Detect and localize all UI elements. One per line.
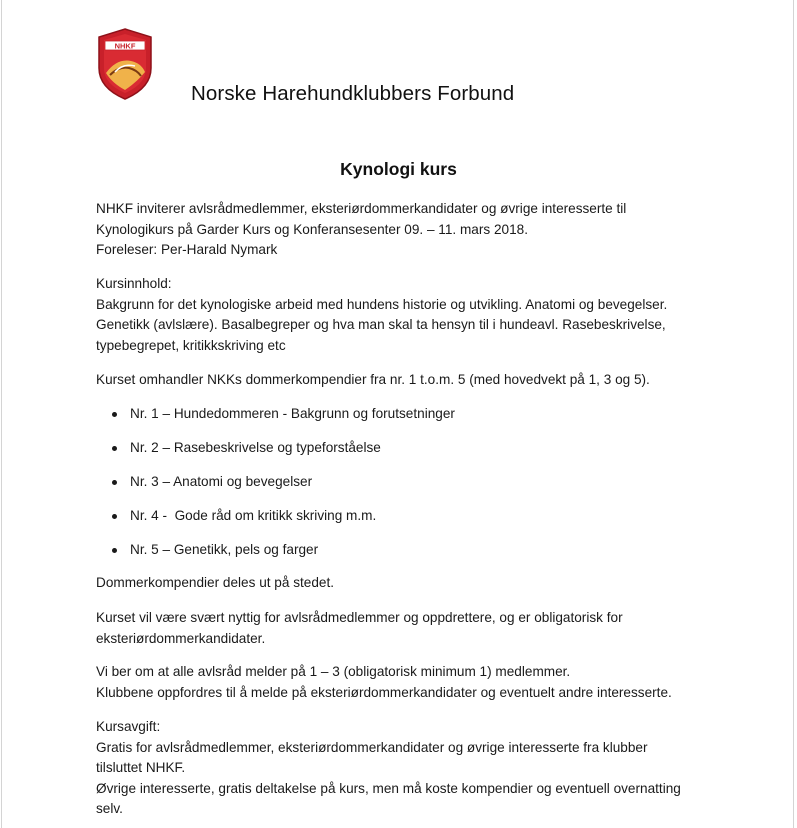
- compendium-list: [96, 404, 706, 574]
- intro-paragraph: [96, 199, 706, 261]
- fee-line: Gratis for avlsrådmedlemmer, eksteriørdommerkandidater og øvrige interesserte fra klubber: [96, 739, 648, 755]
- course-content-line: typebegrepet, kritikkskriving etc: [96, 337, 286, 353]
- document-title: Kynologi kurs: [340, 159, 457, 179]
- list-item: Nr. 1 – Hundedommeren - Bakgrunn og forutsetninger: [96, 404, 706, 438]
- fee-line: Øvrige interesserte, gratis deltakelse på kurs, men må koste kompendier og eventuell overnatting: [96, 780, 681, 796]
- compendium-intro-text: Kurset omhandler NKKs dommerkompendier fra nr. 1 t.o.m. 5 (med hovedvekt på 1, 3 og 5).: [96, 372, 650, 387]
- page-edge-left: [1, 0, 2, 828]
- course-content-line: Bakgrunn for det kynologiske arbeid med hundens historie og utvikling. Anatomi og bevegelser.: [96, 296, 668, 312]
- fee-line: selv.: [96, 801, 123, 816]
- usefulness-paragraph: [96, 608, 706, 649]
- distribution-text: Dommerkompendier deles ut på stedet.: [96, 575, 335, 590]
- registration-line: Vi ber om at alle avlsråd melder på 1 – 3 (obligatorisk minimum 1) medlemmer.: [96, 664, 571, 679]
- intro-line: NHKF inviterer avlsrådmedlemmer, eksteriørdommerkandidater og øvrige interesserte til: [96, 201, 627, 216]
- list-item: Nr. 2 – Rasebeskrivelse og typeforståelse: [96, 438, 706, 472]
- course-content-paragraph: [96, 274, 706, 356]
- fee-heading: Kursavgift:: [96, 719, 161, 734]
- fee-paragraph: [96, 717, 706, 820]
- compendium-intro: [96, 370, 706, 391]
- course-content-line: Genetikk (avlslære). Basalbegreper og hva man skal ta hensyn til i hundeavl. Rasebeskrivelse,: [96, 317, 666, 332]
- logo-lettering: NHKF: [114, 41, 136, 51]
- lecturer-line: Foreleser: Per-Harald Nymark: [96, 242, 278, 257]
- distribution-paragraph: [96, 573, 706, 594]
- course-content-heading: Kursinnhold:: [96, 276, 172, 291]
- usefulness-line: Kurset vil være svært nyttig for avlsrådmedlemmer og oppdrettere, og er obligatorisk for: [96, 610, 623, 625]
- page-edge-right: [793, 0, 794, 828]
- usefulness-line: eksteriørdommerkandidater.: [96, 630, 266, 646]
- registration-paragraph: [96, 662, 706, 703]
- list-item: Nr. 3 – Anatomi og bevegelser: [96, 472, 706, 506]
- organization-name: Norske Harehundklubbers Forbund: [191, 82, 515, 105]
- fee-line: tilsluttet NHKF.: [96, 760, 186, 775]
- registration-line: Klubbene oppfordres til å melde på eksteriørdommerkandidater og eventuelt andre interesserte.: [96, 684, 672, 700]
- list-item: Nr. 5 – Genetikk, pels og farger: [96, 540, 706, 574]
- list-item: Nr. 4 - Gode råd om kritikk skriving m.m.: [96, 506, 706, 540]
- intro-line: Kynologikurs på Garder Kurs og Konferansesenter 09. – 11. mars 2018.: [96, 221, 528, 237]
- nhkf-logo: [97, 28, 153, 100]
